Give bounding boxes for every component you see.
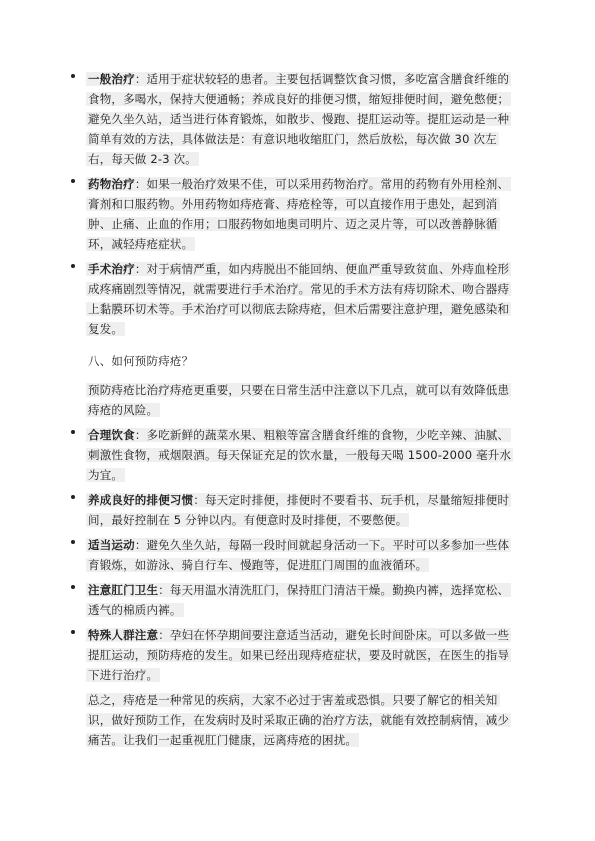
bullet-icon — [71, 585, 75, 589]
item-text: ：每天定时排便，排便时不要看书、玩手机，尽量缩短排便时间，最好控制在 5 分钟以内。有便意时及时排便，不要憋便。 — [88, 493, 510, 527]
item-term: 药物治疗 — [88, 177, 135, 191]
bullet-icon — [71, 179, 75, 183]
list-item — [88, 258, 520, 338]
bullet-icon — [71, 74, 75, 78]
bullet-icon — [71, 495, 75, 499]
list-item — [88, 68, 520, 168]
list-item — [88, 489, 520, 529]
item-text: ：如果一般治疗效果不佳，可以采用药物治疗。常用的药物有外用栓剂、膏剂和口服药物。外用药物如痔疮膏、痔疮栓等，可以直接作用于患处，起到消肿、止痛、止血的作用；口服药物如地奥司明片、迈之灵片等，可以改善静脉循环，减轻痔疮症状。 — [88, 177, 510, 251]
conclusion-text: 总之，痔疮是一种常见的疾病，大家不必过于害羞或恐惧。只要了解它的相关知识，做好预防工作，在发病时及时采取正确的治疗方法，就能有效控制病情，减少痛苦。让我们一起重视肛门健康，远离痔疮的困扰。 — [88, 693, 510, 747]
item-text: ：每天用温水清洗肛门，保持肛门清洁干燥。勤换内裤，选择宽松、透气的棉质内裤。 — [88, 583, 510, 617]
list-item — [88, 534, 520, 574]
item-term: 合理饮食 — [88, 428, 135, 442]
section-heading: 八、如何预防痔疮？ — [88, 354, 194, 368]
item-text: ：多吃新鲜的蔬菜水果、粗粮等富含膳食纤维的食物，少吃辛辣、油腻、刺激性食物，戒烟限酒。每天保证充足的饮水量，一般每天喝 1500-2000 毫升水为宜。 — [88, 428, 512, 482]
conclusion-paragraph — [88, 689, 520, 749]
item-term: 一般治疗 — [88, 72, 135, 86]
list-item — [88, 624, 520, 684]
item-term: 注意肛门卫生 — [88, 583, 159, 597]
item-term: 手术治疗 — [88, 262, 135, 276]
item-text: ：适用于症状较轻的患者。主要包括调整饮食习惯，多吃富含膳食纤维的食物，多喝水，保持大便通畅；养成良好的排便习惯，缩短排便时间，避免憋便；避免久坐久站，适当进行体育锻炼，如散步、慢跑、提肛运动等。提肛运动是一种简单有效的方法，具体做法是：有意识地收缩肛门，然后放松，每次做 30 次左右，每天做 2-3 次。 — [88, 72, 510, 166]
list-item — [88, 173, 520, 253]
intro-text: 预防痔疮比治疗痔疮更重要，只要在日常生活中注意以下几点，就可以有效降低患痔疮的风险。 — [88, 383, 510, 417]
bullet-icon — [71, 630, 75, 634]
item-term: 养成良好的排便习惯 — [88, 493, 194, 507]
item-term: 特殊人群注意 — [88, 628, 159, 642]
bullet-icon — [71, 540, 75, 544]
list-item — [88, 579, 520, 619]
bullet-icon — [71, 430, 75, 434]
document-body — [88, 68, 520, 754]
item-text: ：孕妇在怀孕期间要注意适当活动，避免长时间卧床。可以多做一些提肛运动，预防痔疮的发生。如果已经出现痔疮症状，要及时就医，在医生的指导下进行治疗。 — [88, 628, 510, 682]
list-item — [88, 424, 520, 484]
item-term: 适当运动 — [88, 538, 135, 552]
item-text: ：避免久坐久站，每隔一段时间就起身活动一下。平时可以多参加一些体育锻炼，如游泳、骑自行车、慢跑等，促进肛门周围的血液循环。 — [88, 538, 510, 572]
item-text: ：对于病情严重，如内痔脱出不能回纳、便血严重导致贫血、外痔血栓形成疼痛剧烈等情况，就需要进行手术治疗。常见的手术方法有痔切除术、吻合器痔上黏膜环切术等。手术治疗可以彻底去除痔疮，但术后需要注意护理，避免感染和复发。 — [88, 262, 510, 336]
bullet-icon — [71, 264, 75, 268]
intro-paragraph — [88, 379, 520, 419]
